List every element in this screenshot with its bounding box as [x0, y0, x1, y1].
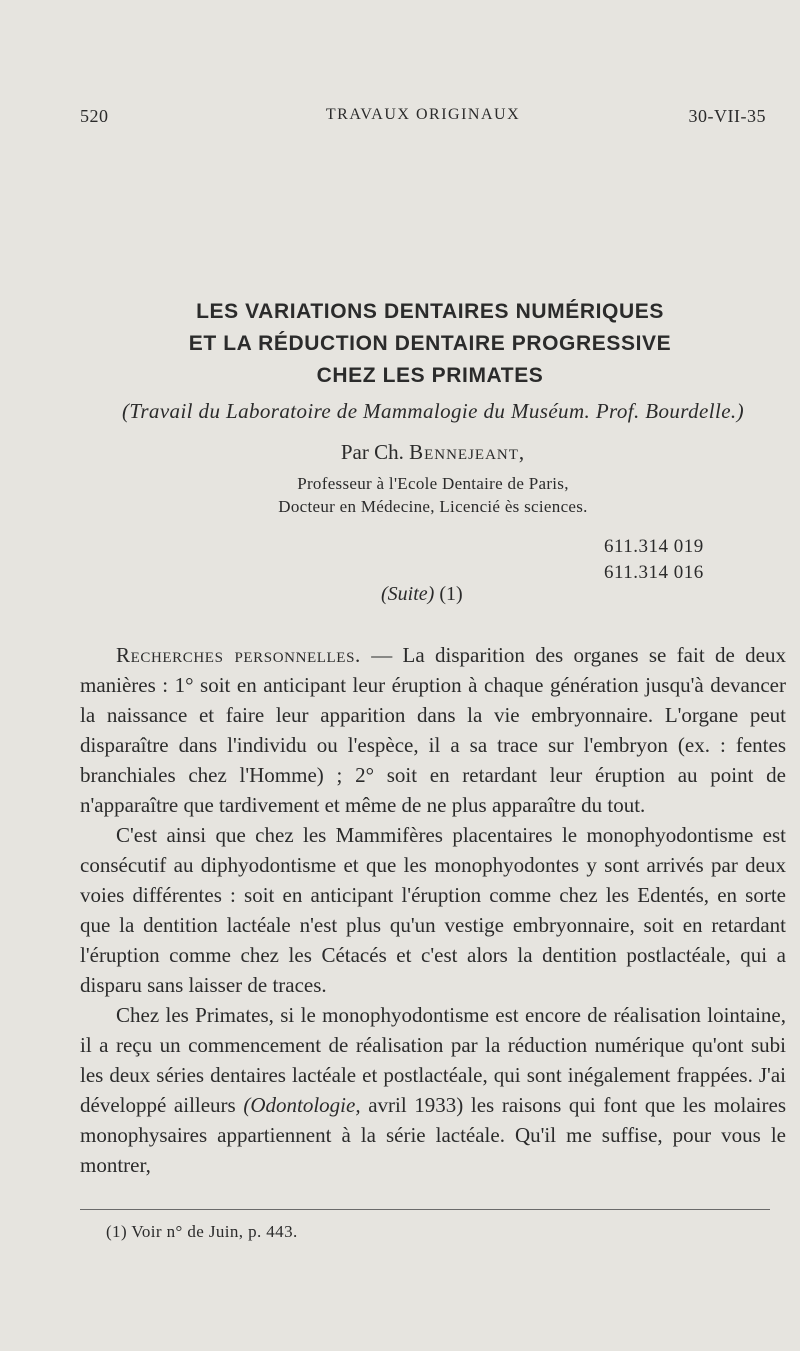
paragraph-1-text: — La disparition des organes se fait de deux manières : 1° soit en anticipant leur éruption à chaque génération jusqu'à devancer la naissance et faire leur apparition dans la vie embryonnaire. L'organe peut disparaître dans l'individu ou l'espèce, il a sa trace sur l'embryon (ex. : fentes branchiales chez l'Homme) ; 2° soit en retardant leur éruption au point de n'apparaître que tardivement et même de ne plus apparaître du tout.: [80, 643, 786, 817]
affiliation-line-2: Docteur en Médecine, Licencié ès sciences.: [278, 497, 588, 516]
article-subtitle: (Travail du Laboratoire de Mammalogie du Muséum. Prof. Bourdelle.): [122, 399, 744, 423]
author-line: [80, 440, 786, 465]
title-line-2: ET LA RÉDUCTION DENTAIRE PROGRESSIVE: [188, 332, 672, 355]
footnote: (1) Voir n° de Juin, p. 443.: [106, 1222, 298, 1241]
footnote-reference: (1): [439, 583, 463, 605]
paragraph-3-text-b: avril 1933) les raisons qui font que les molaires monophysaires appartiennent à la série lactéale. Qu'il me suffise, pour vous le montrer,: [80, 1093, 787, 1177]
classification-code-2: 611.314 016: [604, 562, 704, 583]
classification-code-1: 611.314 019: [604, 536, 704, 557]
continuation-marker: [381, 583, 463, 606]
continuation-label: (Suite): [381, 583, 435, 605]
paragraph-2: C'est ainsi que chez les Mammifères placentaires le monophyodontisme est consécutif au diphyodontisme et que les monophyodontes y sont arrivés par deux voies différentes : soit en anticipant l'éruption comme chez les Edentés, en sorte que la dentition lactéale n'est plus qu'un vestige embryonnaire, soit en retardant l'éruption comme chez les Cétacés et c'est alors la dentition postlactéale, qui a disparu sans laisser de traces.: [80, 823, 786, 997]
article-title: [80, 296, 780, 392]
classification-codes: [604, 534, 704, 586]
page-number: 520: [80, 106, 109, 126]
paragraph-1: [80, 640, 786, 820]
author-prefix: Par Ch.: [340, 440, 404, 464]
paragraph-3: [80, 1000, 786, 1180]
running-head: [80, 106, 766, 132]
affiliation-line-1: Professeur à l'Ecole Dentaire de Paris,: [297, 474, 569, 493]
section-lead: Recherches personnelles.: [116, 643, 361, 667]
article-body: [80, 640, 786, 1180]
issue-date: 30-VII-35: [688, 106, 766, 126]
paragraph-3-text-a: Chez les Primates, si le monophyodontisme est encore de réalisation lointaine, il a reçu un commencement de réalisation par la réduction numérique qu'ont subi les deux séries dentaires lactéale et postlactéale, qui sont inégalement frappées. J'ai développé ailleurs: [80, 1003, 786, 1117]
title-line-3: CHEZ LES PRIMATES: [316, 364, 544, 387]
footnote-divider: [80, 1209, 770, 1210]
journal-section: TRAVAUX ORIGINAUX: [325, 106, 521, 123]
title-line-1: LES VARIATIONS DENTAIRES NUMÉRIQUES: [196, 300, 664, 323]
author-name: Bennejeant,: [409, 440, 526, 464]
journal-reference: (Odontologie,: [243, 1093, 361, 1117]
